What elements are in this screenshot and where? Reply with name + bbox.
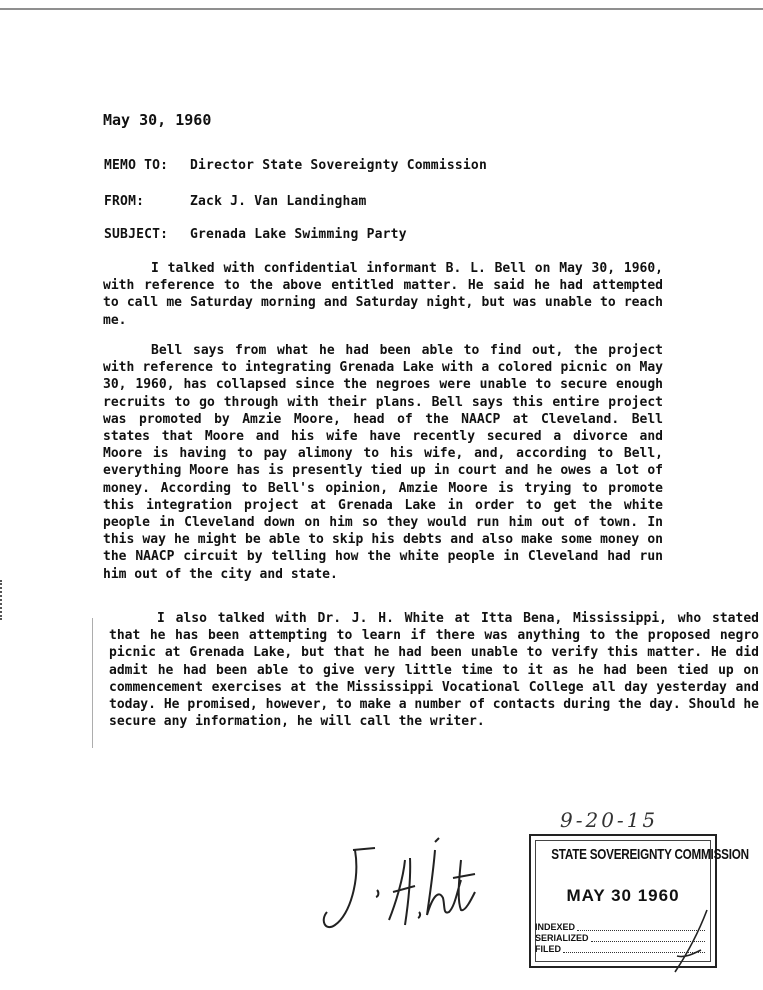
stamp-row-label: SERIALIZED <box>535 933 589 943</box>
body-paragraph-1: I talked with confidential informant B. L. Bell on May 30, 1960, with reference to the above entitled matter. He said he had attempted to call me Saturday morning and Saturday night, but was unable to reach me. <box>103 261 663 328</box>
memo-from-label: FROM: <box>104 194 145 209</box>
signature-image <box>315 820 485 940</box>
body-paragraph-3: I also talked with Dr. J. H. White at Itta Bena, Mississippi, who stated that he has been attempting to learn if there was anything to the proposed negro picnic at Grenada Lake, but that he had been unable to verify this matter. He did admit he had been able to give very little time to it as he had been tied up on commencement exercises at the Mississippi Vocational College all day yesterday and today. He promised, however, to make a number of contacts during the day. Should he secure any information, he will call the writer. <box>109 611 759 730</box>
body-paragraph-2: Bell says from what he had been able to find out, the project with reference to integrating Grenada Lake with a colored picnic on May 30, 1960, has collapsed since the negroes were unable to secure enough recruits to go through with their plans. Bell says this entire project was promoted by Amzie Moore, head of the NAACP at Cleveland. Bell states that Moore and his wife have recently secured a divorce and Moore is having to pay alimony to his wife, and, according to Bell, everything Moore has is presently tied up in court and he owes a lot of money. According to Bell's opinion, Amzie Moore is trying to promote this integration project at Grenada Lake in order to get the white people in Cleveland down on him so they would run him out of town. In this way he might be able to skip his debts and also make some money on the NAACP circuit by telling how the white people in Cleveland had run him out of the city and state. <box>103 343 663 582</box>
memo-date: May 30, 1960 <box>103 111 212 129</box>
memo-subject-value: Grenada Lake Swimming Party <box>190 227 407 242</box>
memo-to-label: MEMO TO: <box>104 158 169 173</box>
stamp-date: MAY 30 1960 <box>566 886 680 905</box>
margin-bracket-mark <box>92 618 99 748</box>
memo-subject-label: SUBJECT: <box>104 227 169 242</box>
stamp-handwritten-mark <box>671 906 711 976</box>
memo-subject-line <box>104 227 407 242</box>
scan-top-line <box>0 8 763 10</box>
stamp-title: STATE SOVEREIGNTY COMMISSION <box>551 846 749 863</box>
commission-received-stamp <box>529 834 749 968</box>
stamp-row-label: INDEXED <box>535 922 576 932</box>
memo-to-value: Director State Sovereignty Commission <box>190 158 487 173</box>
memo-from-value: Zack J. Van Landingham <box>190 194 367 209</box>
stamp-row-label: FILED <box>535 944 561 954</box>
memo-from-line <box>104 194 367 209</box>
memo-to-line <box>104 158 487 173</box>
handwritten-file-number: 9-20-15 <box>560 808 659 832</box>
scan-edge-marks <box>0 580 6 620</box>
